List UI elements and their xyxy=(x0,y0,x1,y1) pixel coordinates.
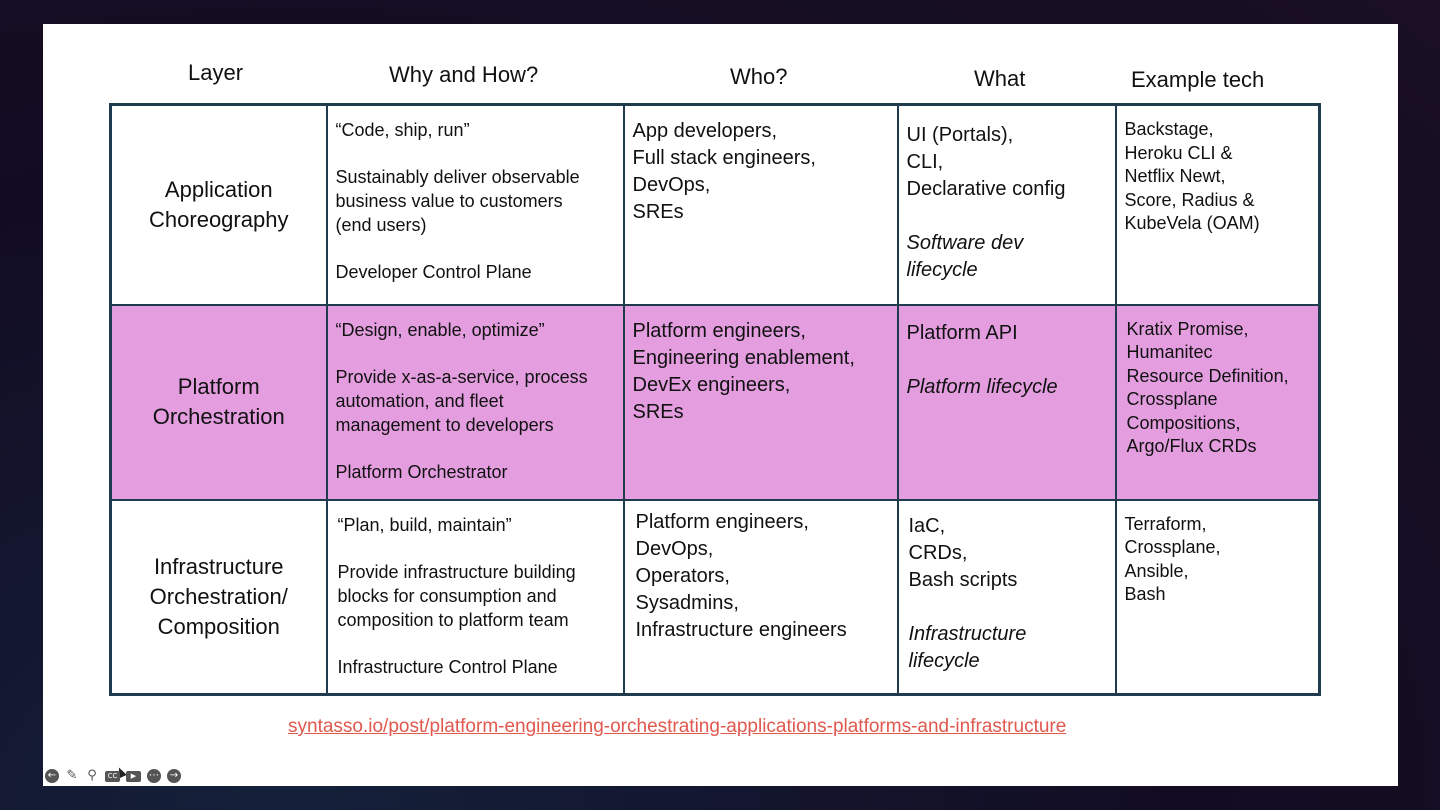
layer-name-line: Application xyxy=(164,176,273,202)
who-item: Platform engineers, xyxy=(635,510,809,533)
tagline: “Plan, build, maintain” xyxy=(337,514,512,535)
why-text: (end users) xyxy=(335,215,427,235)
control-plane-label: Developer Control Plane xyxy=(335,262,532,282)
header-what: What xyxy=(974,66,1026,91)
who-item: DevOps, xyxy=(632,174,711,196)
forward-icon[interactable]: → xyxy=(167,769,181,783)
tech-item: Score, Radius & xyxy=(1124,189,1255,210)
tagline: “Design, enable, optimize” xyxy=(335,319,545,340)
who-item: Engineering enablement, xyxy=(632,346,855,369)
table-row xyxy=(111,305,1320,500)
what-item: UI (Portals), xyxy=(906,124,1014,146)
why-text: business value to customers xyxy=(335,191,563,211)
why-cell xyxy=(327,500,624,695)
who-item: DevOps, xyxy=(635,537,714,560)
why-text: automation, and fleet xyxy=(335,390,504,411)
tech-item: Heroku CLI & xyxy=(1124,142,1233,163)
tagline: “Code, ship, run” xyxy=(335,120,470,140)
camera-icon[interactable]: ▶ xyxy=(126,771,141,782)
what-cell xyxy=(898,105,1116,305)
who-item: DevEx engineers, xyxy=(632,373,791,396)
what-item: CLI, xyxy=(906,151,944,173)
layer-cell xyxy=(111,500,327,695)
tech-item: Ansible, xyxy=(1124,560,1189,581)
why-cell xyxy=(327,305,624,500)
tech-cell xyxy=(1116,500,1320,695)
source-link[interactable]: syntasso.io/post/platform-engineering-orchestrating-applications-platforms-and-infrastructure xyxy=(288,716,1067,737)
who-item: Sysadmins, xyxy=(635,591,739,614)
who-cell xyxy=(624,305,898,500)
lifecycle-label: lifecycle xyxy=(908,649,980,672)
who-item: Operators, xyxy=(635,564,730,587)
layers-table xyxy=(109,103,1321,696)
who-cell xyxy=(624,500,898,695)
layer-name-line: Composition xyxy=(157,613,280,639)
why-text: Provide infrastructure building xyxy=(337,561,576,582)
layer-name-line: Platform xyxy=(177,374,260,399)
control-plane-label: Infrastructure Control Plane xyxy=(337,656,558,677)
who-item: Full stack engineers, xyxy=(632,147,816,169)
pen-icon[interactable]: ✎ xyxy=(66,768,78,783)
tech-item: Bash xyxy=(1124,584,1166,604)
presentation-toolbar xyxy=(45,768,181,784)
why-text: management to developers xyxy=(335,414,554,435)
who-cell xyxy=(624,105,898,305)
what-cell xyxy=(898,500,1116,695)
back-icon[interactable]: ← xyxy=(45,769,59,783)
header-who: Who? xyxy=(730,64,788,89)
who-item: Infrastructure engineers xyxy=(635,618,847,641)
what-item: Platform API xyxy=(906,321,1018,344)
layer-name-line: Choreography xyxy=(149,206,289,232)
who-item: Platform engineers, xyxy=(632,319,806,342)
tech-cell xyxy=(1116,105,1320,305)
lifecycle-label: Infrastructure xyxy=(908,622,1027,645)
why-text: Sustainably deliver observable xyxy=(335,167,580,187)
who-item: SREs xyxy=(632,400,684,423)
who-item: SREs xyxy=(632,201,684,223)
lifecycle-label: lifecycle xyxy=(906,259,978,281)
why-text: Provide x-as-a-service, process xyxy=(335,366,588,387)
what-item: CRDs, xyxy=(908,541,968,564)
layer-cell xyxy=(111,305,327,500)
tech-item: Humanitec xyxy=(1126,342,1213,362)
slide xyxy=(43,24,1398,786)
tech-cell xyxy=(1116,305,1320,500)
layer-name-line: Infrastructure xyxy=(153,553,284,579)
tech-item: Terraform, xyxy=(1124,513,1207,534)
table-row xyxy=(111,500,1320,695)
layer-cell xyxy=(111,105,327,305)
header-why-and-how: Why and How? xyxy=(389,62,539,87)
lifecycle-label: Platform lifecycle xyxy=(906,375,1058,398)
tech-item: Kratix Promise, xyxy=(1126,318,1249,339)
lifecycle-label: Software dev xyxy=(906,232,1024,254)
tech-item: Crossplane, xyxy=(1124,537,1221,557)
what-item: Declarative config xyxy=(906,178,1066,200)
tech-item: KubeVela (OAM) xyxy=(1124,213,1260,233)
tech-item: Backstage, xyxy=(1124,119,1214,139)
control-plane-label: Platform Orchestrator xyxy=(335,461,508,482)
zoom-icon[interactable]: ⚲ xyxy=(87,768,97,783)
what-item: IaC, xyxy=(908,514,946,537)
what-item: Bash scripts xyxy=(908,568,1018,591)
header-example-tech: Example tech xyxy=(1131,67,1265,92)
layer-name-line: Orchestration/ xyxy=(149,583,288,609)
more-icon[interactable]: ⋯ xyxy=(149,770,159,781)
captions-icon[interactable]: CC xyxy=(105,771,120,782)
table-row xyxy=(111,105,1320,305)
why-text: blocks for consumption and xyxy=(337,585,557,606)
why-text: composition to platform team xyxy=(337,609,569,630)
who-item: App developers, xyxy=(632,120,778,142)
why-cell xyxy=(327,105,624,305)
tech-item: Netflix Newt, xyxy=(1124,166,1226,186)
tech-item: Compositions, xyxy=(1126,412,1241,433)
header-layer: Layer xyxy=(188,60,244,85)
tech-item: Resource Definition, xyxy=(1126,365,1289,386)
tech-item: Crossplane xyxy=(1126,389,1218,409)
what-cell xyxy=(898,305,1116,500)
tech-item: Argo/Flux CRDs xyxy=(1126,436,1257,456)
layer-name-line: Orchestration xyxy=(152,404,285,429)
